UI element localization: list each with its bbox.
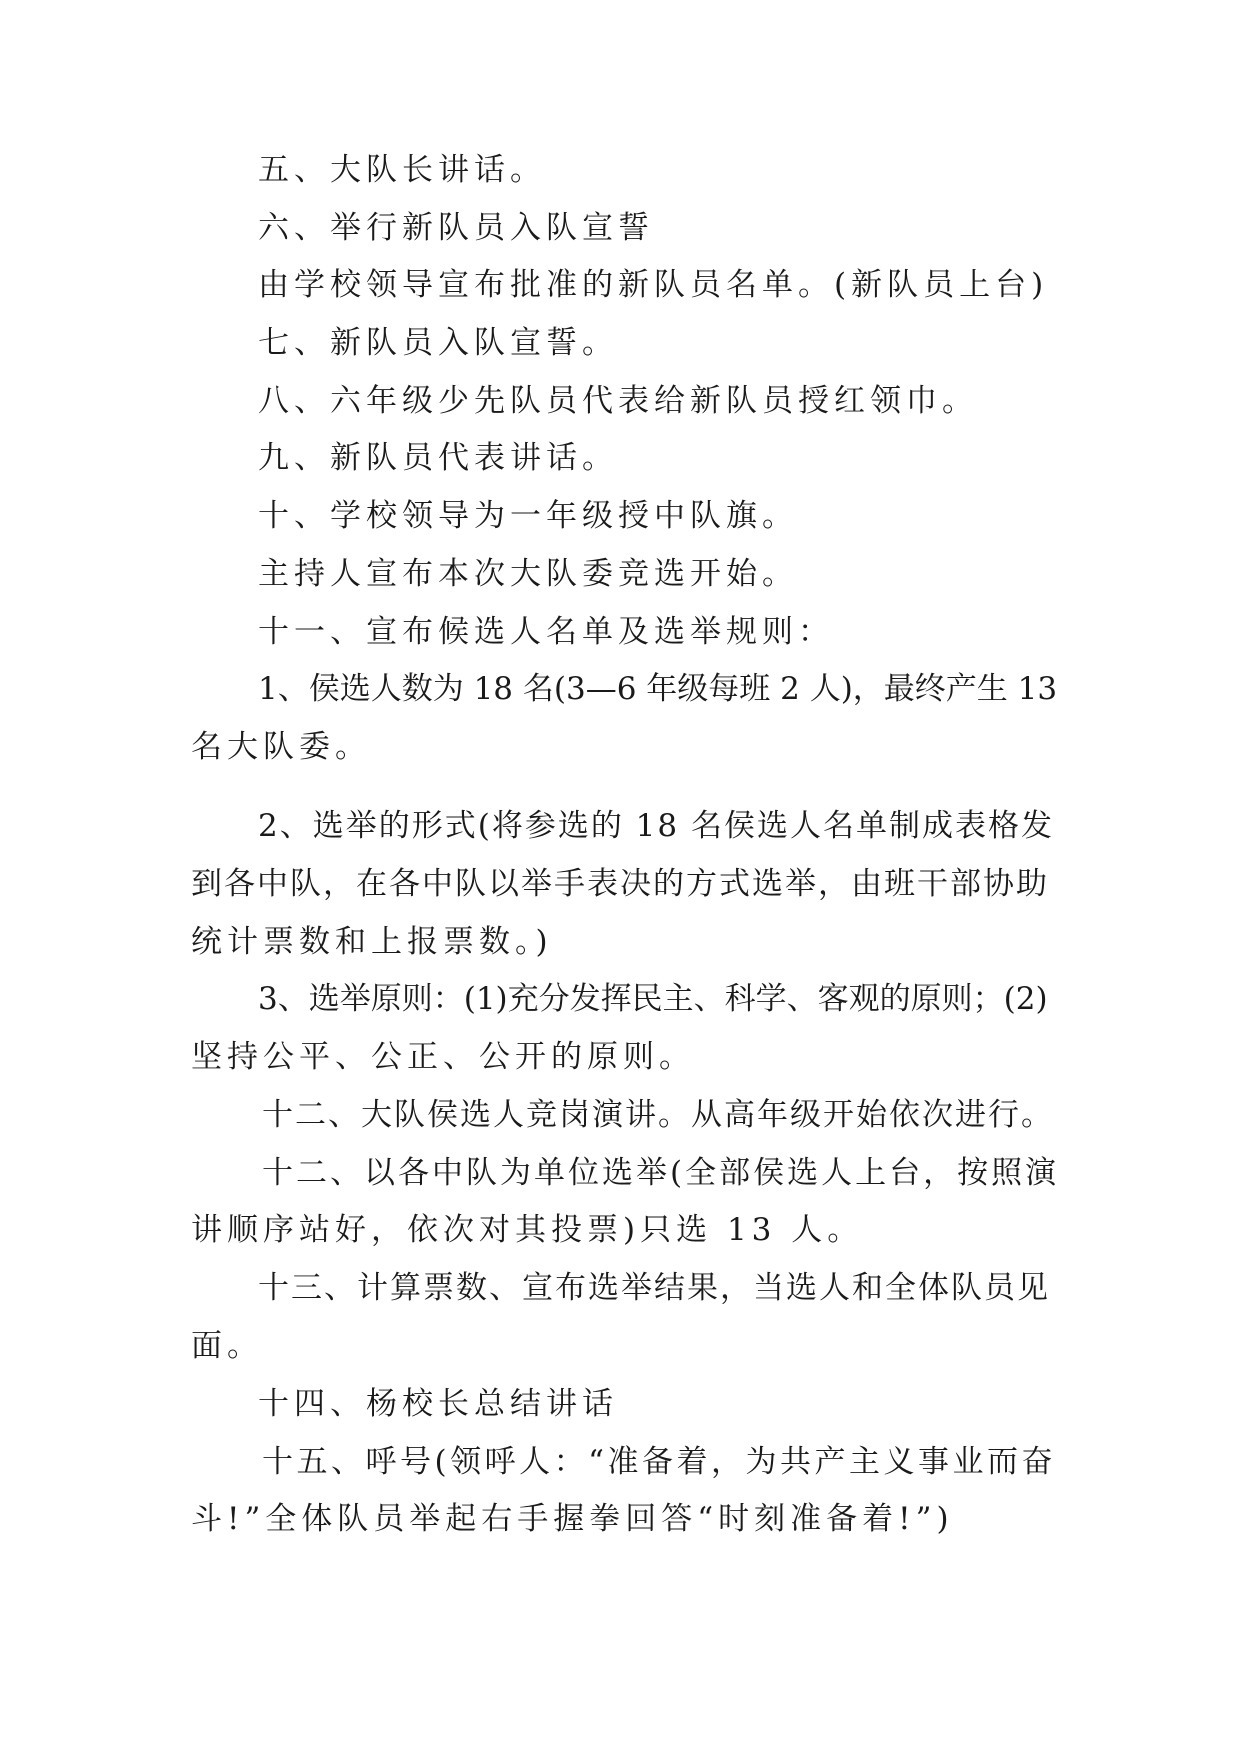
- text-line: 坚持公平、公正、公开的原则。: [191, 1039, 695, 1075]
- text-line: 3、选举原则：(1)充分发挥民主、科学、客观的原则；(2): [258, 981, 1048, 1017]
- text-line: 1、侯选人数为 18 名(3—6 年级每班 2 人)，最终产生 13: [258, 671, 1058, 707]
- text-line: 五、大队长讲话。: [258, 152, 546, 188]
- text-line: 十三、计算票数、宣布选举结果，当选人和全体队员见: [258, 1270, 1050, 1306]
- text-line: 讲顺序站好，依次对其投票)只选 13 人。: [191, 1212, 864, 1248]
- text-line: 斗!”全体队员举起右手握拳回答“时刻准备着!”): [191, 1501, 954, 1537]
- text-line: 七、新队员入队宣誓。: [258, 325, 618, 361]
- text-line: 2、选举的形式(将参选的 18 名侯选人名单制成表格发: [258, 808, 1054, 844]
- text-line: 十一、宣布候选人名单及选举规则：: [258, 614, 834, 650]
- text-line: 九、新队员代表讲话。: [258, 440, 618, 476]
- text-line: 面。: [191, 1328, 263, 1364]
- text-line: 十二、以各中队为单位选举(全部侯选人上台，按照演: [262, 1155, 1060, 1191]
- text-line: 十、学校领导为一年级授中队旗。: [258, 498, 798, 534]
- text-line: 六、举行新队员入队宣誓: [258, 210, 654, 246]
- text-line: 十五、呼号(领呼人：“准备着，为共产主义事业而奋: [262, 1444, 1056, 1480]
- text-line: 名大队委。: [191, 729, 371, 765]
- text-line: 主持人宣布本次大队委竞选开始。: [258, 556, 798, 592]
- text-line: 由学校领导宣布批准的新队员名单。(新队员上台): [258, 267, 1049, 303]
- text-line: 十四、杨校长总结讲话: [258, 1386, 618, 1422]
- text-line: 统计票数和上报票数。): [191, 924, 553, 960]
- text-line: 十二、大队侯选人竞岗演讲。从高年级开始依次进行。: [262, 1097, 1054, 1133]
- text-line: 到各中队，在各中队以举手表决的方式选举，由班干部协助: [191, 866, 1049, 902]
- text-line: 八、六年级少先队员代表给新队员授红领巾。: [258, 383, 978, 419]
